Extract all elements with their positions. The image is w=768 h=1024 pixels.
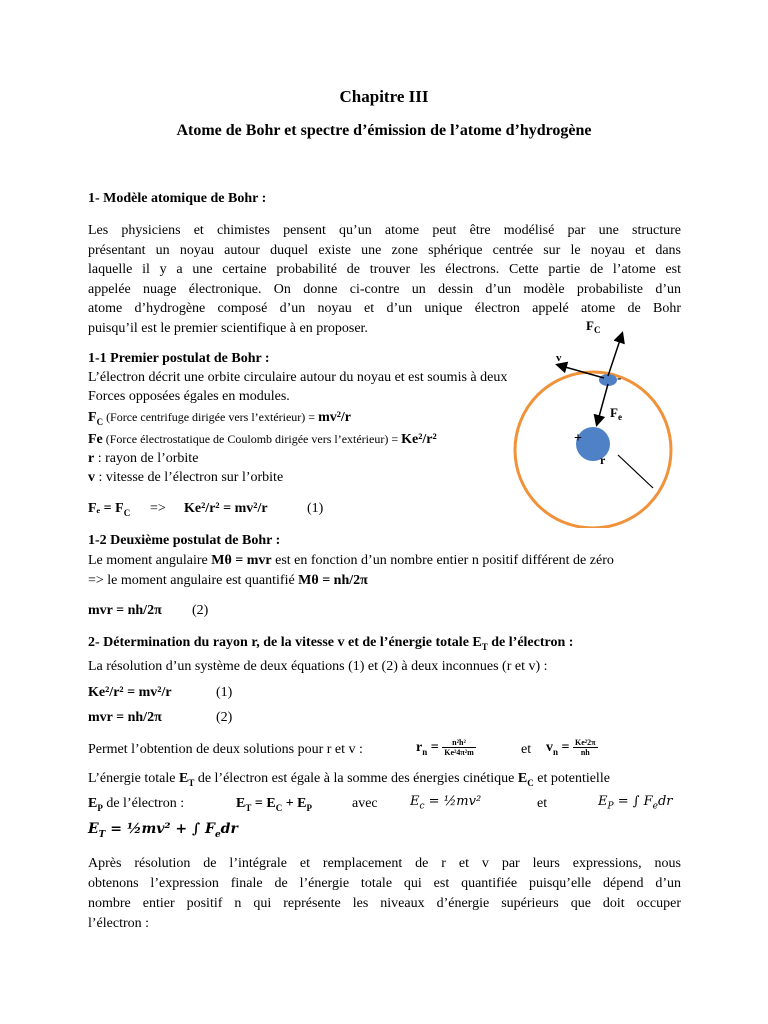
bohr-atom-diagram <box>500 318 690 528</box>
section-2-heading: 2- Détermination du rayon r, de la vitesse v et de l’énergie totale $E_T$ de l’électron : <box>88 635 574 652</box>
page-title: Atome de Bohr et spectre d’émission de l’atome d’hydrogène <box>176 122 592 139</box>
s11-line-1: L’électron décrit une orbite circulaire autour du noyau et est soumis à deux <box>88 370 508 385</box>
section-1-1-heading: 1-1 Premier postulat de Bohr : <box>88 351 270 366</box>
fc-definition: $F_C$ (Force centrifuge dirigée vers l’extérieur) = mv²/r <box>88 410 352 427</box>
equation-b-number: (2) <box>216 710 233 725</box>
ec-formula: $E_c$ = ½mv² <box>410 794 482 812</box>
final-line-1: Après résolution de l’intégrale et remplacement de r et v par leurs expressions, nous <box>88 856 681 871</box>
fe-arrow <box>597 384 608 424</box>
equation-1-lhs: $F_e = F_C$ <box>88 501 131 518</box>
s11-line-2: Forces opposées égales en modules. <box>88 389 290 404</box>
et-sum-equation: $E_T = E_C + E_P$ <box>236 796 313 813</box>
equation-1-rhs: Ke²/r² = mv²/r <box>184 501 268 516</box>
diagram-plus-sign: + <box>574 431 582 446</box>
ep-definition: $E_P$ de l’électron : <box>88 796 185 813</box>
s1-line-2: présentant un noyau autour duquel existe une zone sphérique centrée sur le noyau et dans <box>88 242 681 258</box>
equation-a-number: (1) <box>216 685 233 700</box>
final-line-4: l’électron : <box>88 916 150 931</box>
diagram-fe-label: $F_e$ <box>610 405 622 422</box>
equation-a: Ke²/r² = mv²/r <box>88 685 172 700</box>
rn-formula: $r_n$ = $\frac{\text{n²h²}}{\text{Ke²4π²m}}$ <box>416 738 474 758</box>
radius-line <box>618 455 653 488</box>
diagram-r-label: r <box>600 453 606 467</box>
r-definition: r : rayon de l’orbite <box>88 451 199 466</box>
fe-definition: Fe (Force électrostatique de Coulomb dirigée vers l’extérieur) = Ke²/r² <box>88 432 437 447</box>
s12-line-1: Le moment angulaire Mθ = mvr est en fonction d’un nombre entier n positif différent de zéro <box>88 553 614 568</box>
final-line-2: obtenons l’expression finale de l’énergie totale qui est quantifiée puisqu’elle dépend d’un <box>88 876 681 891</box>
ep-formula: $E_P$ = ∫ $F_edr$ <box>598 794 673 812</box>
chapter-title: Chapitre III <box>339 87 429 106</box>
s1-line-5: atome d’hydrogène composé d’un noyau et d’un unique électron appelé atome de Bohr <box>88 301 681 316</box>
v-definition: v : vitesse de l’électron sur l’orbite <box>88 470 284 485</box>
s1-line-1: Les physiciens et chimistes pensent qu’un atome peut être modélisé par une structure <box>88 223 681 238</box>
section-1-2-heading: 1-2 Deuxième postulat de Bohr : <box>88 533 281 548</box>
diagram-minus-sign: - <box>617 370 622 385</box>
equation-2-number: (2) <box>192 603 209 618</box>
s1-line-6: puisqu’il est le premier scientifique à en proposer. <box>88 320 368 336</box>
solutions-text: Permet l’obtention de deux solutions pour r et v : <box>88 742 363 757</box>
et-conjunction: et <box>537 796 548 811</box>
equation-2: mvr = nh/2π <box>88 603 162 618</box>
and-text: et <box>521 742 532 757</box>
et-full-formula: $E_T$ = ½mv² + ∫ $F_edr$ <box>88 821 238 840</box>
diagram-v-label: v <box>556 352 562 364</box>
equation-1-arrow: => <box>150 501 166 516</box>
equation-b: mvr = nh/2π <box>88 710 162 725</box>
section-1-heading: 1- Modèle atomique de Bohr : <box>88 191 267 206</box>
s2-line-1: La résolution d’un système de deux équations (1) et (2) à deux inconnues (r et v) : <box>88 659 548 674</box>
final-line-3: nombre entier positif n qui représente les niveaux d’énergie supérieurs que doit occuper <box>88 896 681 911</box>
equation-1-number: (1) <box>307 501 324 516</box>
s1-line-4: appelée nuage électronique. On donne ci-contre un dessin d’un modèle probabiliste d’un <box>88 281 681 297</box>
avec-text: avec <box>352 796 378 811</box>
s1-line-3: laquelle il y a une certaine probabilité de trouver les électrons. Cette partie de l’atome est <box>88 262 681 277</box>
s12-line-2: => le moment angulaire est quantifié Mθ = nh/2π <box>88 573 368 588</box>
diagram-fc-label: $F_C$ <box>586 318 601 335</box>
energy-line-1: L’énergie totale $E_T$ de l’électron est égale à la somme des énergies cinétique $E_C$ et potentielle <box>88 771 610 788</box>
vn-formula: $v_n$ = $\frac{\text{Ke²2π}}{nh}$ <box>546 738 596 758</box>
